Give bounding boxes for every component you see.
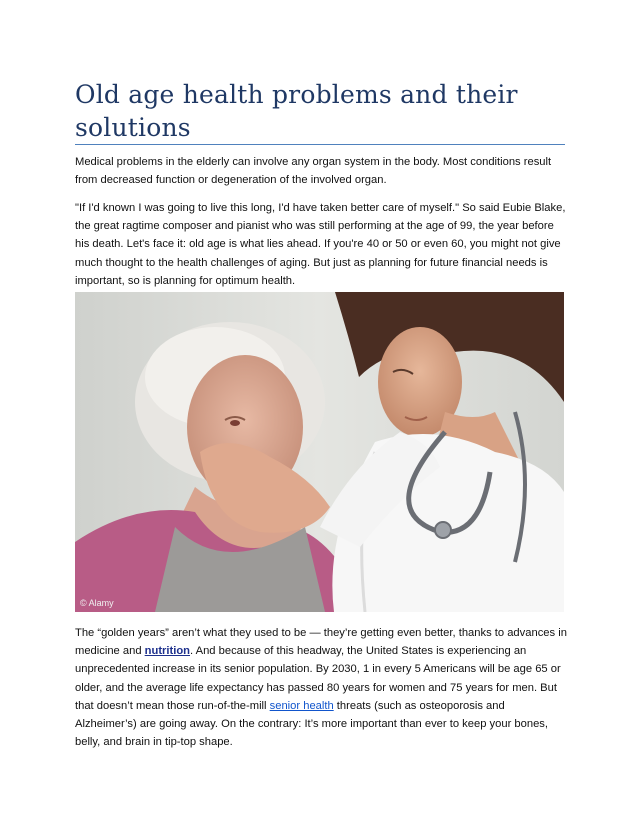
senior-health-link[interactable]: senior health [269, 699, 334, 712]
golden-years-paragraph [75, 624, 567, 751]
photo-credit: © Alamy [80, 598, 114, 608]
golden-years-text-2: . And because of this headway, the United States is experiencing an unprecedented increase in its senior population. By 2030, 1 in every 5 Americans will be age 65 or older, and the average life expectancy has passed 80 years for women and 75 years for men. But that doesn’t mean those run-of-the-mill [75, 645, 561, 712]
quote-paragraph: "If I'd known I was going to live this long, I'd have taken better care of myself." So said Eubie Blake, the great ragtime composer and pianist who was still performing at the age of 99, the year before his death. Let's face it: old age is what lies ahead. If you're 40 or 50 or even 60, you might not give much thought to the health challenges of aging. But just as planning for future financial needs is important, so is planning for optimum health. [75, 202, 566, 287]
title-underline-rule [75, 144, 565, 145]
golden-years-text-1: The “golden years” aren’t what they used to be — they’re getting even better, thanks to advances in medicine and [75, 627, 567, 658]
golden-years-text-3: threats (such as osteoporosis and Alzheimer’s) are going away. On the contrary: It’s more important than ever to keep your bones, belly, and brain in tip-top shape. [75, 699, 549, 749]
nurse-examining-elderly-woman-photo [75, 292, 564, 612]
nutrition-link[interactable]: nutrition [144, 645, 191, 658]
intro-paragraph: Medical problems in the elderly can involve any organ system in the body. Most conditions result from decreased function or degeneration of the involved organ. [75, 156, 552, 187]
page-title: Old age health problems and their solutions [75, 80, 518, 142]
